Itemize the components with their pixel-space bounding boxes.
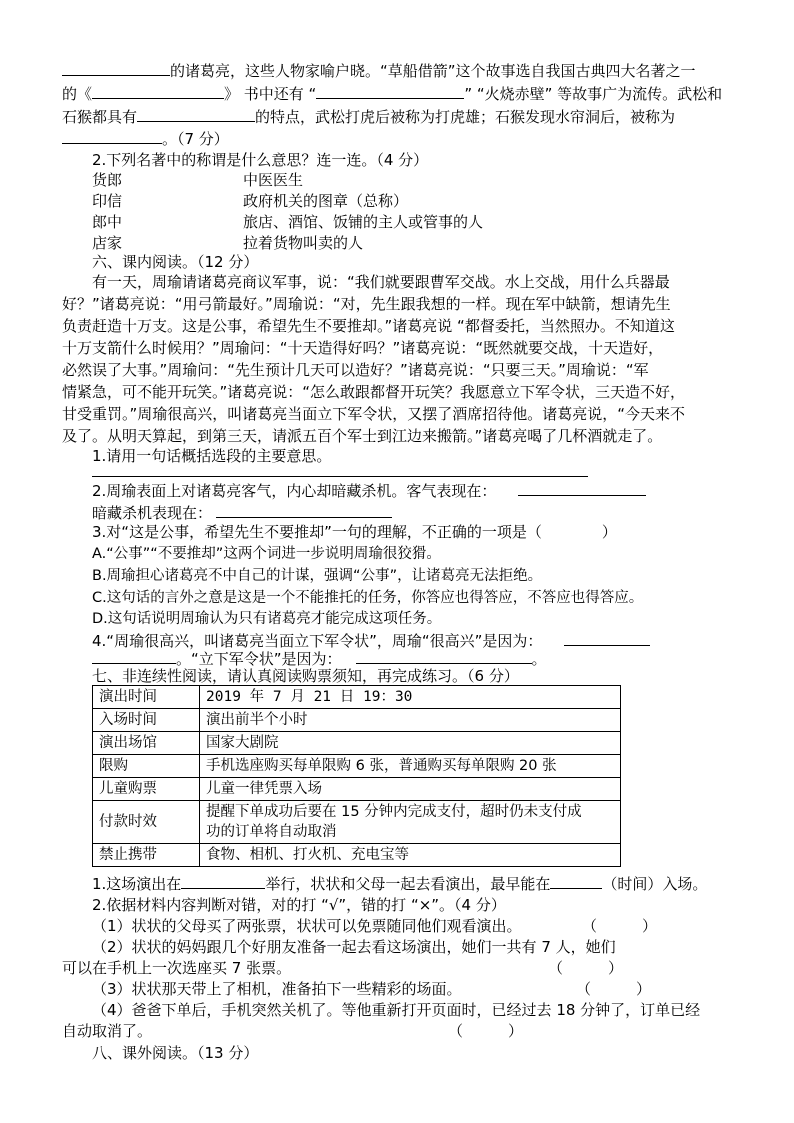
blank[interactable] [62, 60, 170, 76]
question [92, 873, 707, 894]
row-key: 儿童购票 [93, 778, 200, 801]
judge-3: （3）状状那天带上了相机，准备拍下一些精彩的场面。 [92, 980, 462, 998]
question: 2.下列名著中的称谓是什么意思？连一连。（4 分） [92, 151, 429, 169]
option-d[interactable]: D.这句话说明周瑜认为只有诸葛亮才能完成这项任务。 [92, 611, 442, 627]
question: 1.请用一句话概括选段的主要意思。 [92, 447, 332, 465]
section-title: 六、课内阅读。（12 分） [92, 253, 259, 271]
text: 2.周瑜表面上对诸葛亮客气，内心却暗藏杀机。客气表现在： [92, 482, 497, 500]
text: ” “火烧赤壁” 等故事广为流传。武松和 [464, 85, 723, 103]
option-c[interactable]: C.这句话的言外之意是这是一个不能推托的任务，你答应也得答应，不答应也得答应。 [92, 590, 644, 606]
blank[interactable] [62, 128, 162, 144]
blank[interactable] [216, 502, 392, 518]
table-row [93, 844, 621, 867]
blank[interactable] [356, 648, 532, 664]
answer-paren[interactable]: （ ） [548, 959, 624, 977]
passage-line: 有一天，周瑜请诸葛亮商议军事，说：“我们就要跟曹军交战。水上交战，用什么兵器最 [92, 273, 670, 291]
row-value: 2019 年 7 月 21 日 19：30 [200, 686, 621, 709]
row-value [200, 801, 621, 844]
term[interactable]: 货郎 [92, 171, 123, 189]
row-key: 限购 [93, 755, 200, 778]
row-value: 手机选座购买每单限购 6 张，普通购买每单限购 20 张 [200, 755, 621, 778]
blank[interactable] [137, 106, 255, 122]
passage-line: 及了。从明天算起，到第三天，请派五百个军士到江边来搬箭。”诸葛亮喝了几杯酒就走了。 [62, 427, 663, 445]
text: 石猴都具有 [62, 108, 138, 126]
passage-line: 好？”诸葛亮说：“用弓箭最好。”周瑜说：“对，先生跟我想的一样。现在军中缺箭，想请先生 [62, 295, 671, 313]
term[interactable]: 郎中 [92, 213, 123, 231]
blank[interactable] [181, 873, 265, 889]
text: 4.“周瑜很高兴，叫诸葛亮当面立下军令状”，周瑜“很高兴”是因为： [92, 632, 543, 650]
blank[interactable] [518, 480, 646, 496]
passage-line: 甘受重罚。”周瑜很高兴，叫诸葛亮当面立下军令状，又摆了酒席招待他。诸葛亮说，“今天来不 [62, 405, 686, 423]
row-value: 演出前半个小时 [200, 709, 621, 732]
fill-line-2 [62, 83, 722, 104]
row-value: 国家大剧院 [200, 732, 621, 755]
passage-line: 十万支箭什么时候用？”周瑜问：“十天造得好吗？”诸葛亮说：“既然就要交战，十天造好， [62, 339, 664, 357]
answer-paren[interactable]: （ ） [582, 917, 658, 935]
judge-4-cont: 自动取消了。 [62, 1022, 153, 1040]
answer-paren[interactable]: （ ） [576, 980, 652, 998]
passage-line: 负责赶造十万支。这是公事，希望先生不要推却。”诸葛亮说 “都督委托，当然照办。不知道这 [62, 317, 675, 335]
passage-line: 必然误了大事。”周瑜问：“先生预计几天可以造好？”诸葛亮说：“只要三天。”周瑜说：“军 [62, 361, 649, 379]
meaning[interactable]: 拉着货物叫卖的人 [243, 234, 364, 252]
section-title: 七、非连续性阅读，请认真阅读购票须知，再完成练习。（6 分） [92, 667, 519, 685]
meaning[interactable]: 政府机关的图章（总称） [243, 192, 409, 210]
table-row [93, 686, 621, 709]
text: 暗藏杀机表现在： [92, 504, 213, 522]
row-key: 演出场馆 [93, 732, 200, 755]
fill-line-4 [62, 128, 229, 149]
judge-4: （4）爸爸下单后，手机突然关机了。等他重新打开页面时，已经过去 18 分钟了，订单已经 [92, 1001, 701, 1019]
text: 的特点，武松打虎后被称为打虎雄；石猴发现水帘洞后，被称为 [255, 108, 676, 126]
table-row [93, 801, 621, 844]
text: （时间）入场。 [602, 875, 708, 893]
question: 3.对“这是公事，希望先生不要推却”一句的理解，不正确的一项是（ ） [92, 523, 617, 541]
text: 举行，状状和父母一起去看演出，最早能在 [265, 875, 551, 893]
term[interactable]: 店家 [92, 234, 123, 252]
question [92, 480, 646, 501]
table-row [93, 755, 621, 778]
text: 。“立下军令状”是因为： [176, 650, 342, 668]
judge-2: （2）状状的妈妈跟几个好朋友准备一起去看这场演出，她们一共有 7 人，她们 [92, 938, 616, 956]
passage-line: 情紧急，可不能开玩笑。”诸葛亮说：“怎么敢跟都督开玩笑？我愿意立下军令状，三天造不好， [62, 383, 686, 401]
blank[interactable] [550, 873, 602, 889]
option-a[interactable]: A.“公事”“不要推却”这两个词进一步说明周瑜很狡猾。 [92, 546, 441, 562]
answer-paren[interactable]: （ ） [448, 1022, 524, 1040]
term[interactable]: 印信 [92, 192, 123, 210]
row-value-line: 提醒下单成功后要在 15 分钟内完成支付，超时仍未支付成 [206, 804, 582, 820]
text: 》 书中还有 “ [224, 85, 317, 103]
text: 1.这场演出在 [92, 875, 182, 893]
question [92, 502, 392, 523]
row-key: 演出时间 [93, 686, 200, 709]
text: 。（7 分） [162, 130, 229, 148]
answer-line[interactable] [92, 476, 588, 477]
row-value: 儿童一律凭票入场 [200, 778, 621, 801]
text: 的《 [62, 85, 93, 103]
row-key: 禁止携带 [93, 844, 200, 867]
meaning[interactable]: 中医医生 [243, 171, 304, 189]
fill-line-1 [62, 60, 696, 81]
table-row [93, 778, 621, 801]
text: 。 [531, 650, 547, 668]
question: 2.依据材料内容判断对错，对的打 “√”，错的打 “×”。（4 分） [92, 896, 506, 914]
row-value: 食物、相机、打火机、充电宝等 [200, 844, 621, 867]
row-key: 入场时间 [93, 709, 200, 732]
row-key: 付款时效 [93, 801, 200, 844]
judge-2-cont: 可以在手机上一次选座买 7 张票。 [62, 959, 292, 977]
text: 的诸葛亮，这些人物家喻户晓。“草船借箭”这个故事选自我国古典四大名著之一 [170, 62, 696, 80]
blank[interactable] [92, 648, 176, 664]
judge-1: （1）状状的父母买了两张票，状状可以免票随同他们观看演出。 [92, 917, 522, 935]
table-row [93, 732, 621, 755]
section-title: 八、课外阅读。（13 分） [92, 1044, 259, 1062]
table-row [93, 709, 621, 732]
blank[interactable] [92, 83, 224, 99]
meaning[interactable]: 旅店、酒馆、饭铺的主人或管事的人 [243, 213, 484, 231]
fill-line-3 [62, 106, 675, 127]
row-value-line: 功的订单将自动取消 [206, 824, 337, 840]
blank[interactable] [564, 630, 650, 646]
ticket-info-table [92, 685, 621, 867]
option-b[interactable]: B.周瑜担心诸葛亮不中自己的计谋，强调“公事”，让诸葛亮无法拒绝。 [92, 568, 543, 584]
blank[interactable] [316, 83, 464, 99]
